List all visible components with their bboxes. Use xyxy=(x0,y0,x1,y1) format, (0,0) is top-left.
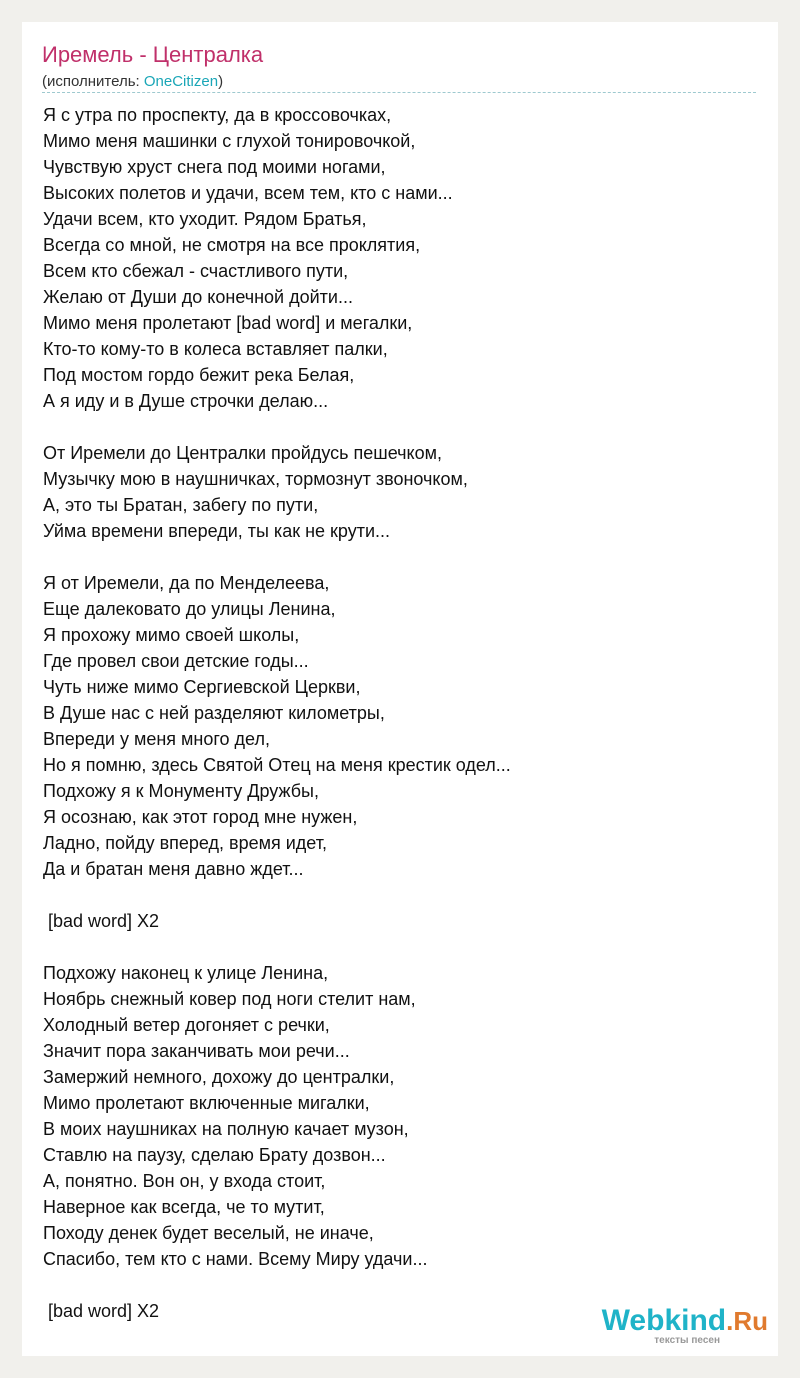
lyric-line: Я с утра по проспекту, да в кроссовочках, xyxy=(43,105,392,125)
lyric-line: А я иду и в Душе строчки делаю... xyxy=(43,391,329,411)
lyric-line: Под мостом гордо бежит река Белая, xyxy=(43,365,355,385)
lyric-line: Ладно, пойду вперед, время идет, xyxy=(43,833,327,853)
lyric-line: Желаю от Души до конечной дойти... xyxy=(43,287,353,307)
logo-tagline: тексты песен xyxy=(654,1335,720,1346)
lyric-line: Подхожу наконец к улице Ленина, xyxy=(43,963,329,983)
lyric-line: Мимо пролетают включенные мигалки, xyxy=(43,1093,370,1113)
lyric-line: Музычку мою в наушничках, тормознут звоночком, xyxy=(43,469,468,489)
lyric-line: Походу денек будет веселый, не иначе, xyxy=(43,1223,374,1243)
stanza-gap xyxy=(43,414,763,440)
lyric-line: В моих наушниках на полную качает музон, xyxy=(43,1119,409,1139)
lyric-line: Всегда со мной, не смотря на все проклятия, xyxy=(43,235,421,255)
lyric-line: Наверное как всегда, че то мутит, xyxy=(43,1197,325,1217)
lyric-line: А, понятно. Вон он, у входа стоит, xyxy=(43,1171,326,1191)
lyric-line: Подхожу я к Монументу Дружбы, xyxy=(43,781,319,801)
lyrics-page xyxy=(22,22,778,1356)
lyric-line: Да и братан меня давно ждет... xyxy=(43,859,304,879)
stanza-gap xyxy=(43,544,763,570)
lyric-line: Мимо меня машинки с глухой тонировочкой, xyxy=(43,131,416,151)
stanza-gap xyxy=(43,1272,763,1298)
lyric-line: [bad word] X2 xyxy=(43,1301,160,1321)
lyric-line: Я прохожу мимо своей школы, xyxy=(43,625,300,645)
lyric-line: Высоких полетов и удачи, всем тем, кто с нами... xyxy=(43,183,453,203)
lyric-line: Но я помню, здесь Святой Отец на меня крестик одел... xyxy=(43,755,511,775)
lyric-line: Чуть ниже мимо Сергиевской Церкви, xyxy=(43,677,361,697)
artist-prefix: (исполнитель: xyxy=(42,73,144,90)
lyric-line: Спасибо, тем кто с нами. Всему Миру удачи... xyxy=(43,1249,428,1269)
song-title: Иремель - Централка xyxy=(42,42,264,67)
lyric-line: Удачи всем, кто уходит. Рядом Братья, xyxy=(43,209,367,229)
lyrics-body xyxy=(43,102,763,1324)
lyric-line: Всем кто сбежал - счастливого пути, xyxy=(43,261,349,281)
artist-credit xyxy=(42,73,223,90)
lyric-line: В Душе нас с ней разделяют километры, xyxy=(43,703,385,723)
lyric-line: Ноябрь снежный ковер под ноги стелит нам, xyxy=(43,989,416,1009)
lyric-line: [bad word] X2 xyxy=(43,911,160,931)
lyric-line: Я осознаю, как этот город мне нужен, xyxy=(43,807,358,827)
lyric-line: От Иремели до Централки пройдусь пешечком, xyxy=(43,443,442,463)
stanza-gap xyxy=(43,934,763,960)
logo-wordmark xyxy=(568,1304,768,1338)
lyric-line: Где провел свои детские годы... xyxy=(43,651,309,671)
lyric-line: Я от Иремели, да по Менделеева, xyxy=(43,573,330,593)
title-divider xyxy=(42,92,756,93)
lyric-line: А, это ты Братан, забегу по пути, xyxy=(43,495,319,515)
site-logo[interactable] xyxy=(568,1304,768,1346)
lyric-line: Еще далековато до улицы Ленина, xyxy=(43,599,336,619)
logo-name: Webkind xyxy=(601,1304,727,1337)
lyric-line: Замержий немного, дохожу до централки, xyxy=(43,1067,395,1087)
lyric-line: Значит пора заканчивать мои речи... xyxy=(43,1041,350,1061)
artist-suffix: ) xyxy=(218,73,224,90)
lyric-line: Впереди у меня много дел, xyxy=(43,729,270,749)
lyric-line: Мимо меня пролетают [bad word] и мегалки, xyxy=(43,313,413,333)
lyric-line: Уйма времени впереди, ты как не крути... xyxy=(43,521,391,541)
artist-link[interactable]: OneCitizen xyxy=(143,73,219,90)
stanza-gap xyxy=(43,882,763,908)
lyric-line: Кто-то кому-то в колеса вставляет палки, xyxy=(43,339,388,359)
lyric-line: Чувствую хруст снега под моими ногами, xyxy=(43,157,386,177)
lyric-line: Холодный ветер догоняет с речки, xyxy=(43,1015,330,1035)
lyric-line: Ставлю на паузу, сделаю Брату дозвон... xyxy=(43,1145,386,1165)
logo-domain: .Ru xyxy=(726,1306,768,1336)
